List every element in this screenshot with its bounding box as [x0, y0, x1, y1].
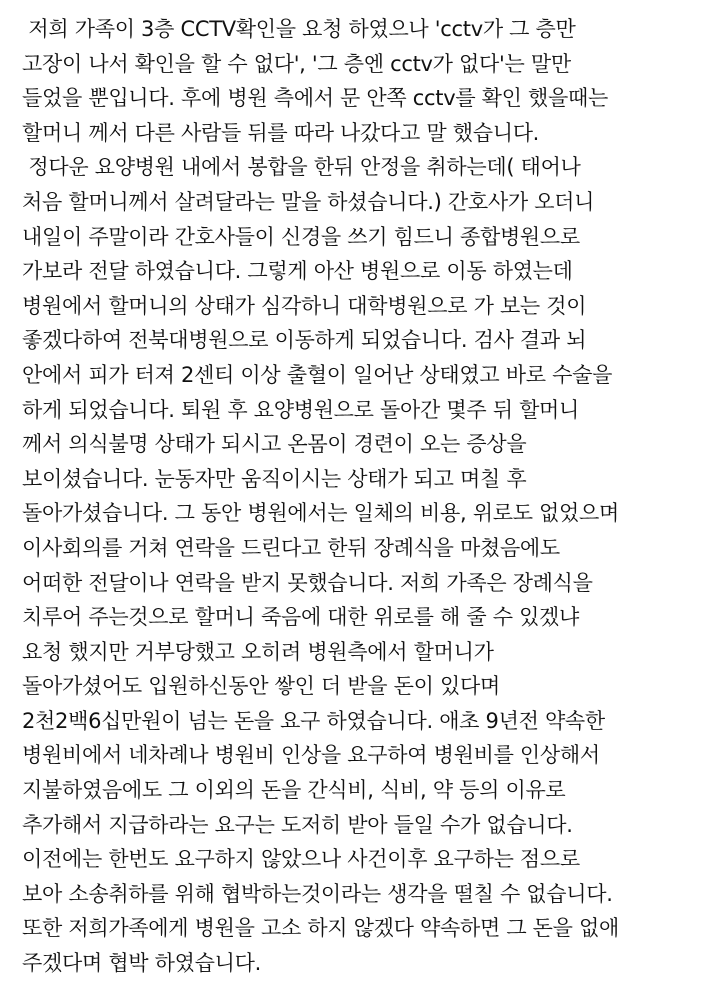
text-line: 정다운 요양병원 내에서 봉합을 한뒤 안정을 취하는데( 태어나: [22, 155, 581, 180]
text-line: 보이셨습니다. 눈동자만 움직이시는 상태가 되고 며칠 후: [22, 466, 527, 491]
text-line: 들었을 뿐입니다. 후에 병원 측에서 문 안쪽 cctv를 확인 했을때는: [22, 86, 608, 111]
text-line: 요청 했지만 거부당했고 오히려 병원측에서 할머니가: [22, 639, 494, 664]
text-line: 할머니 께서 다른 사람들 뒤를 따라 나갔다고 말 했습니다.: [22, 120, 540, 145]
text-line: 돌아가셨어도 입원하신동안 쌓인 더 받을 돈이 있다며: [22, 674, 500, 699]
text-line: 추가해서 지급하라는 요구는 도저히 받아 들일 수가 없습니다.: [22, 812, 573, 837]
text-line: 치루어 주는것으로 할머니 죽음에 대한 위로를 해 줄 수 있겠냐: [22, 605, 580, 630]
text-line: 돌아가셨습니다. 그 동안 병원에서는 일체의 비용, 위로도 없었으며: [22, 501, 619, 526]
text-line: 어떠한 전달이나 연락을 받지 못했습니다. 저희 가족은 장례식을: [22, 570, 593, 595]
text-line: 또한 저희가족에게 병원을 고소 하지 않겠다 약속하면 그 돈을 없애: [22, 916, 619, 941]
text-line: 하게 되었습니다. 퇴원 후 요양병원으로 돌아간 몇주 뒤 할머니: [22, 397, 580, 422]
text-line: 처음 할머니께서 살려달라는 말을 하셨습니다.) 간호사가 오더니: [22, 189, 595, 214]
text-line: 병원비에서 네차례나 병원비 인상을 요구하여 병원비를 인상해서: [22, 743, 600, 768]
text-line: 안에서 피가 터져 2센티 이상 출혈이 일어난 상태였고 바로 수술을: [22, 362, 613, 387]
text-line: 이사회의를 거쳐 연락을 드린다고 한뒤 장례식을 마쳤음에도: [22, 535, 560, 560]
text-line: 이전에는 한번도 요구하지 않았으나 사건이후 요구하는 점으로: [22, 847, 580, 872]
text-line: 고장이 나서 확인을 할 수 없다', '그 층엔 cctv가 없다'는 말만: [22, 51, 571, 76]
text-line: 지불하였음에도 그 이외의 돈을 간식비, 식비, 약 등의 이유로: [22, 778, 566, 803]
text-line: 저희 가족이 3층 CCTV확인을 요청 하였으나 'cctv가 그 층만: [22, 17, 576, 41]
text-line: 가보라 전달 하였습니다. 그렇게 아산 병원으로 이동 하였는데: [22, 259, 573, 284]
text-line: 병원에서 할머니의 상태가 심각하니 대학병원으로 가 보는 것이: [22, 293, 587, 318]
text-line: 좋겠다하여 전북대병원으로 이동하게 되었습니다. 검사 결과 뇌: [22, 328, 587, 353]
text-line: 주겠다며 협박 하였습니다.: [22, 951, 261, 976]
text-line: 께서 의식불명 상태가 되시고 온몸이 경련이 오는 증상을: [22, 432, 527, 457]
text-line: 2천2백6십만원이 넘는 돈을 요구 하였습니다. 애초 9년전 약속한: [22, 708, 605, 733]
text-line: 내일이 주말이라 간호사들이 신경을 쓰기 힘드니 종합병원으로: [22, 224, 580, 249]
text-line: 보아 소송취하를 위해 협박하는것이라는 생각을 떨칠 수 없습니다.: [22, 881, 613, 906]
